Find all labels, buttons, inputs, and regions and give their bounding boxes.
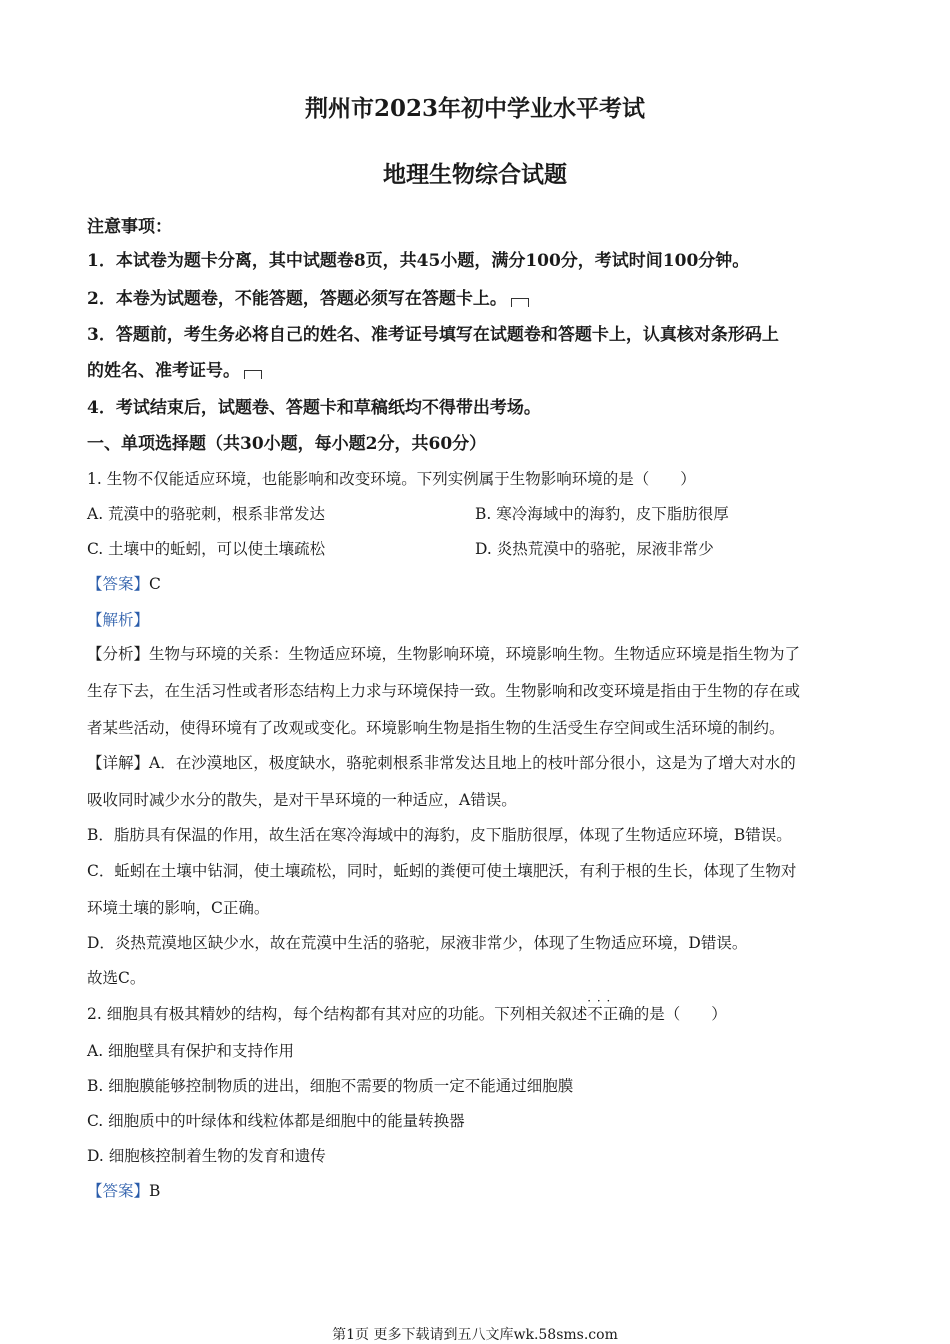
notice-item-3-cont: 的姓名、准考证号。 <box>87 356 262 381</box>
notice-item-2: 2．本卷为试题卷，不能答题，答题必须写在答题卡上。 <box>87 284 529 309</box>
notice-item-4: 4．考试结束后，试题卷、答题卡和草稿纸均不得带出考场。 <box>87 398 541 418</box>
q1-option-b: B. 寒冷海域中的海豹，皮下脂肪很厚 <box>475 505 729 523</box>
q1-fenxi-3: 者某些活动，使得环境有了改观或变化。环境影响生物是指生物的生活受生存空间或生活环境的制约。 <box>87 719 785 737</box>
q1-stem: 1. 生物不仅能适应环境，也能影响和改变环境。下列实例属于生物影响环境的是（ ） <box>87 470 696 488</box>
q2-option-b: B. 细胞膜能够控制物质的进出，细胞不需要的物质一定不能通过细胞膜 <box>87 1077 574 1095</box>
q1-conclusion: 故选C。 <box>87 969 146 987</box>
blank-mark <box>511 298 529 307</box>
q1-detail-6: D．炎热荒漠地区缺少水，故在荒漠中生活的骆驼，尿液非常少，体现了生物适应环境，D错误。 <box>87 934 748 952</box>
fenxi-tag: 【分析】 <box>87 645 150 663</box>
q1-answer <box>87 572 161 594</box>
answer-tag: 【答案】 <box>87 575 150 593</box>
notice-item-3: 3．答题前，考生务必将自己的姓名、准考证号填写在试题卷和答题卡上，认真核对条形码上 <box>87 325 779 345</box>
q2-option-d: D. 细胞核控制着生物的发育和遗传 <box>87 1147 326 1165</box>
xiangjie-tag: 【详解】 <box>87 754 150 772</box>
q1-detail-3: B．脂肪具有保温的作用，故生活在寒冷海域中的海豹，皮下脂肪很厚，体现了生物适应环境，B错误。 <box>87 826 792 844</box>
q2-option-a: A. 细胞壁具有保护和支持作用 <box>87 1042 295 1060</box>
exam-subtitle: 地理生物综合试题 <box>383 161 567 188</box>
q2-answer <box>87 1179 160 1201</box>
q1-detail-2: 吸收同时减少水分的散失，是对干旱环境的一种适应，A错误。 <box>87 791 517 809</box>
q2-stem: 2. 细胞具有极其精妙的结构，每个结构都有其对应的功能。下列相关叙述· · · 不正确的是（ ） <box>87 1002 727 1024</box>
q1-detail-5: 环境土壤的影响，C正确。 <box>87 899 270 917</box>
q1-option-d: D. 炎热荒漠中的骆驼，尿液非常少 <box>475 540 714 558</box>
q1-option-a: A. 荒漠中的骆驼刺，根系非常发达 <box>87 505 326 523</box>
q1-detail-1: 【详解】A．在沙漠地区，极度缺水，骆驼刺根系非常发达且地上的枝叶部分很小，这是为了增大对水的 <box>87 754 796 772</box>
answer-tag: 【答案】 <box>87 1182 150 1200</box>
exam-title: 荆州市2023年初中学业水平考试 <box>304 95 645 122</box>
section-heading: 一、单项选择题（共30小题，每小题2分，共60分） <box>87 434 487 454</box>
answer-value: B <box>149 1182 161 1200</box>
q1-detail-4: C．蚯蚓在土壤中钻洞，使土壤疏松，同时，蚯蚓的粪便可使土壤肥沃，有利于根的生长，体现了生物对 <box>87 862 797 880</box>
q1-fenxi-2: 生存下去，在生活习性或者形态结构上力求与环境保持一致。生物影响和改变环境是指由于生物的存在或 <box>87 682 801 700</box>
q2-option-c: C. 细胞质中的叶绿体和线粒体都是细胞中的能量转换器 <box>87 1112 465 1130</box>
q1-fenxi-1: 【分析】生物与环境的关系：生物适应环境，生物影响环境，环境影响生物。生物适应环境是指生物为了 <box>87 645 801 663</box>
notice-heading: 注意事项： <box>87 217 172 237</box>
q1-option-c: C. 土壤中的蚯蚓，可以使土壤疏松 <box>87 540 326 558</box>
blank-mark <box>244 370 262 379</box>
answer-value: C <box>149 575 161 593</box>
emphasis-not-correct: · · · 不正确 <box>587 1005 634 1023</box>
page-footer: 第1页 更多下载请到五八文库wk.58sms.com <box>332 1327 618 1343</box>
notice-item-1: 1．本试卷为题卡分离，其中试题卷8页，共45小题，满分100分，考试时间100分钟。 <box>87 251 750 271</box>
q1-analysis-tag: 【解析】 <box>87 611 150 629</box>
